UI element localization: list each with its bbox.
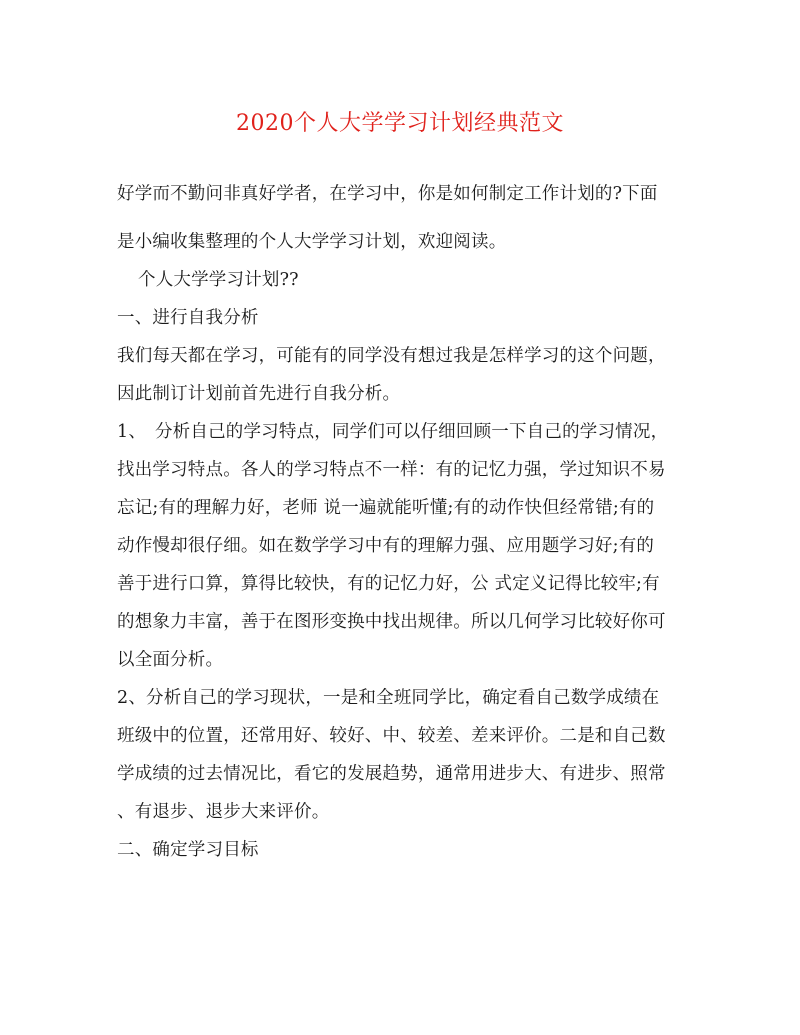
document-body	[117, 175, 687, 869]
section-subtitle: 个人大学学习计划??	[138, 270, 299, 290]
section-heading: 二、确定学习目标	[117, 840, 259, 860]
paragraph-line: 好学而不勤问非真好学者，在学习中，你是如何制定工作计划的?下面	[117, 184, 658, 204]
document-title: 2020个人大学学习计划经典范文	[236, 111, 564, 136]
paragraph-line: 班级中的位置，还常用好、较好、中、较差、差来评价。二是和自己数	[117, 726, 666, 746]
section-heading: 一、进行自我分析	[117, 308, 259, 328]
paragraph-line: 善于进行口算，算得比较快，有的记忆力好，公 式定义记得比较牢;有	[117, 574, 660, 594]
paragraph-line: 我们每天都在学习，可能有的同学没有想过我是怎样学习的这个问题，	[117, 346, 666, 366]
paragraph-line: 1、 分析自己的学习特点，同学们可以仔细回顾一下自己的学习情况，	[117, 422, 669, 442]
paragraph-line: 忘记;有的理解力好，老师 说一遍就能听懂;有的动作快但经常错;有的	[117, 498, 655, 518]
paragraph-line: 因此制订计划前首先进行自我分析。	[117, 384, 401, 404]
paragraph-line: 以全面分析。	[117, 650, 224, 670]
paragraph-line: 、有退步、退步大来评价。	[117, 802, 330, 822]
paragraph-line: 学成绩的过去情况比，看它的发展趋势，通常用进步大、有进步、照常	[117, 764, 666, 784]
paragraph-line: 2、分析自己的学习现状，一是和全班同学比，确定看自己数学成绩在	[117, 688, 660, 708]
paragraph-line: 的想象力丰富，善于在图形变换中找出规律。所以几何学习比较好你可	[117, 612, 666, 632]
paragraph-line: 动作慢却很仔细。如在数学学习中有的理解力强、应用题学习好;有的	[117, 536, 655, 556]
paragraph-line: 找出学习特点。各人的学习特点不一样：有的记忆力强，学过知识不易	[117, 460, 666, 480]
paragraph-line: 是小编收集整理的个人大学学习计划，欢迎阅读。	[117, 232, 507, 252]
